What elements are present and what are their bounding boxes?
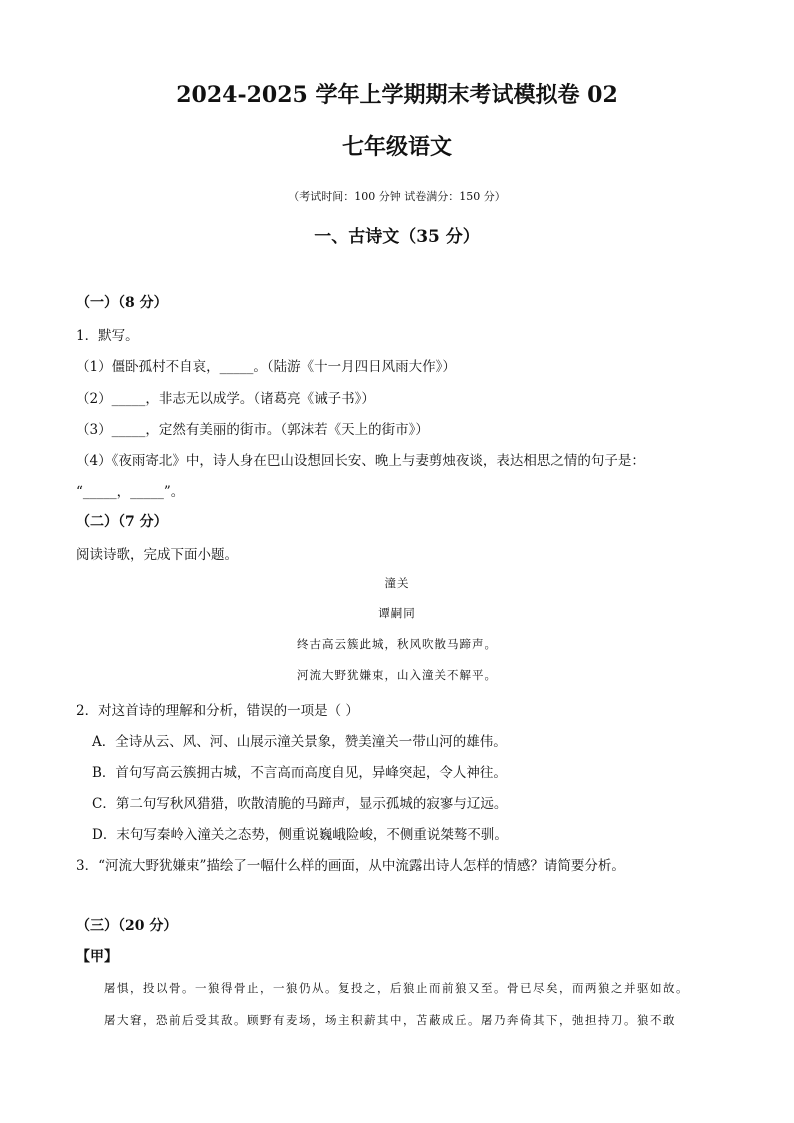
poem-author: 谭嗣同 <box>378 606 416 620</box>
passage-line-2: 屠大窘，恐前后受其敌。顾野有麦场，场主积薪其中，苫蔽成丘。屠乃奔倚其下，弛担持刀。狼不敢 <box>104 1013 676 1027</box>
question-2-option-d: D．末句写秦岭入潼关之态势，侧重说巍峨险峻，不侧重说桀骜不驯。 <box>92 827 508 843</box>
passage-line-1: 屠惧，投以骨。一狼得骨止，一狼仍从。复投之，后狼止而前狼又至。骨已尽矣，而两狼之并驱如故。 <box>104 981 689 995</box>
exam-subtitle: 七年级语文 <box>341 134 452 160</box>
question-2: 2．对这首诗的理解和分析，错误的一项是（ ） <box>76 703 359 719</box>
question-1: 1．默写。 <box>76 328 139 344</box>
exam-meta: （考试时间：100 分钟 试卷满分：150 分） <box>288 190 506 203</box>
question-3: 3．“河流大野犹嫌束”描绘了一幅什么样的画面，从中流露出诗人怎样的情感？请简要分析。 <box>76 858 625 874</box>
section-heading: 一、古诗文（35 分） <box>314 227 480 247</box>
question-1-item-4: （4）《夜雨寄北》中，诗人身在巴山设想回长安、晚上与妻剪烛夜谈，表达相思之情的句子是： <box>76 453 645 469</box>
question-1-item-2: （2）_____，非志无以成学。（诸葛亮《诫子书》） <box>76 391 375 407</box>
part-2-intro: 阅读诗歌，完成下面小题。 <box>76 547 238 563</box>
passage-marker-jia: 【甲】 <box>76 949 118 965</box>
part-1-heading: （一）（8 分） <box>76 295 168 311</box>
question-1-item-4-answer: “_____，_____”。 <box>76 484 185 500</box>
question-1-item-1: （1）僵卧孤村不自哀，_____。（陆游《十一月四日风雨大作》） <box>76 359 456 375</box>
poem-title: 潼关 <box>384 576 410 590</box>
question-2-option-a: A．全诗从云、风、河、山展示潼关景象，赞美潼关一带山河的雄伟。 <box>92 734 507 750</box>
question-1-item-3: （3）_____，定然有美丽的街市。（郭沫若《天上的街市》） <box>76 422 429 438</box>
question-2-option-c: C．第二句写秋风猎猎，吹散清脆的马蹄声，显示孤城的寂寥与辽远。 <box>92 796 508 812</box>
question-2-option-b: B．首句写高云簇拥古城，不言高而高度自见，异峰突起，令人神往。 <box>92 765 507 781</box>
poem-line-1: 终古高云簇此城，秋风吹散马蹄声。 <box>297 637 497 651</box>
poem-line-2: 河流大野犹嫌束，山入潼关不解平。 <box>297 668 497 682</box>
exam-title: 2024-2025 学年上学期期末考试模拟卷 02 <box>176 82 618 108</box>
part-3-heading: （三）（20 分） <box>76 918 178 934</box>
part-2-heading: （二）（7 分） <box>76 514 168 530</box>
